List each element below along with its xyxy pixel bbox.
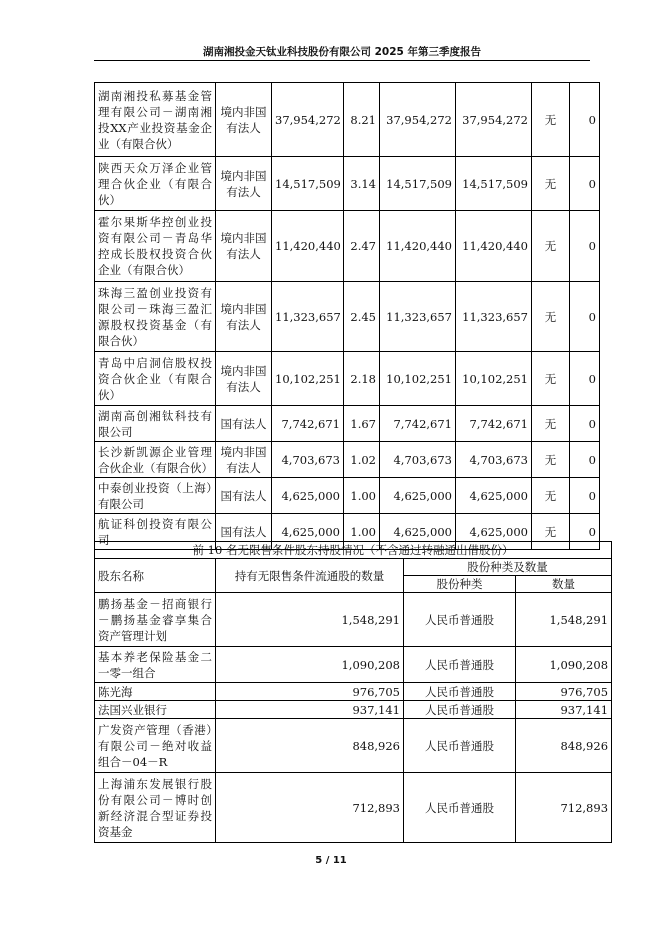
table-row	[95, 683, 612, 701]
pledge-status: 无	[532, 442, 570, 478]
share-amount: 1,090,208	[516, 647, 612, 683]
table-row	[95, 701, 612, 719]
holder-restricted-incl-lent: 11,323,657	[456, 282, 532, 352]
holder-pct: 1.67	[344, 406, 380, 442]
holder-pct: 1.02	[344, 442, 380, 478]
holder-name: 基本养老保险基金二一零一组合	[95, 647, 216, 683]
unrestricted-qty: 1,548,291	[216, 593, 404, 647]
pledge-status: 无	[532, 282, 570, 352]
holder-pct: 2.45	[344, 282, 380, 352]
share-type: 人民币普通股	[404, 593, 516, 647]
pledge-qty: 0	[570, 406, 600, 442]
holder-name: 上海浦东发展银行股份有限公司－博时创新经济混合型证券投资基金	[95, 773, 216, 843]
holder-name: 鹏扬基金－招商银行－鹏扬基金睿享集合资产管理计划	[95, 593, 216, 647]
table-row	[95, 478, 600, 514]
holder-shares: 11,323,657	[272, 282, 344, 352]
header-divider	[94, 60, 590, 61]
share-type: 人民币普通股	[404, 773, 516, 843]
pledge-status: 无	[532, 352, 570, 406]
table-row	[95, 157, 600, 211]
col-header-amount: 数量	[516, 576, 612, 593]
holder-shares: 14,517,509	[272, 157, 344, 211]
holder-name: 中泰创业投资（上海）有限公司	[95, 478, 216, 514]
pledge-qty: 0	[570, 157, 600, 211]
holder-restricted: 10,102,251	[380, 352, 456, 406]
holder-type: 境内非国有法人	[216, 211, 272, 282]
table-row	[95, 83, 600, 157]
holder-type: 境内非国有法人	[216, 442, 272, 478]
holder-restricted: 37,954,272	[380, 83, 456, 157]
pledge-status: 无	[532, 157, 570, 211]
holder-restricted: 4,625,000	[380, 514, 456, 550]
holder-restricted: 4,703,673	[380, 442, 456, 478]
pledge-status: 无	[532, 83, 570, 157]
holder-shares: 7,742,671	[272, 406, 344, 442]
report-header-title: 湖南湘投金天钛业科技股份有限公司 2025 年第三季度报告	[202, 46, 482, 58]
holder-name: 广发资产管理（香港）有限公司－绝对收益组合－04－R	[95, 719, 216, 773]
holder-restricted-incl-lent: 37,954,272	[456, 83, 532, 157]
holder-restricted-incl-lent: 7,742,671	[456, 406, 532, 442]
share-amount: 1,548,291	[516, 593, 612, 647]
holder-pct: 1.00	[344, 514, 380, 550]
holder-shares: 37,954,272	[272, 83, 344, 157]
holder-name: 长沙新凯源企业管理合伙企业（有限合伙）	[95, 442, 216, 478]
share-type: 人民币普通股	[404, 701, 516, 719]
holder-name: 陈光海	[95, 683, 216, 701]
holder-type: 国有法人	[216, 514, 272, 550]
share-amount: 848,926	[516, 719, 612, 773]
holder-restricted-incl-lent: 4,703,673	[456, 442, 532, 478]
share-amount: 976,705	[516, 683, 612, 701]
col-header-name: 股东名称	[95, 559, 216, 593]
pledge-qty: 0	[570, 211, 600, 282]
holder-type: 国有法人	[216, 406, 272, 442]
pledge-status: 无	[532, 211, 570, 282]
share-type: 人民币普通股	[404, 683, 516, 701]
holder-restricted: 11,323,657	[380, 282, 456, 352]
holder-shares: 11,420,440	[272, 211, 344, 282]
unrestricted-qty: 937,141	[216, 701, 404, 719]
table-row	[95, 442, 600, 478]
holder-name: 珠海三盈创业投资有限公司－珠海三盈汇源股权投资基金（有限合伙）	[95, 282, 216, 352]
table-row	[95, 406, 600, 442]
unrestricted-qty: 976,705	[216, 683, 404, 701]
holder-shares: 4,625,000	[272, 478, 344, 514]
pledge-qty: 0	[570, 83, 600, 157]
holder-name: 陕西天众万泽企业管理合伙企业（有限合伙）	[95, 157, 216, 211]
holder-pct: 8.21	[344, 83, 380, 157]
holder-type: 境内非国有法人	[216, 352, 272, 406]
col-header-type: 股份种类	[404, 576, 516, 593]
unrestricted-qty: 1,090,208	[216, 647, 404, 683]
holder-pct: 2.18	[344, 352, 380, 406]
pledge-status: 无	[532, 478, 570, 514]
table-row	[95, 647, 612, 683]
section-title: 前 10 名无限售条件股东持股情况（不含通过转融通出借股份）	[95, 542, 612, 559]
holder-restricted: 4,625,000	[380, 478, 456, 514]
holder-restricted-incl-lent: 4,625,000	[456, 514, 532, 550]
holder-shares: 4,625,000	[272, 514, 344, 550]
holder-name: 法国兴业银行	[95, 701, 216, 719]
share-amount: 712,893	[516, 773, 612, 843]
holder-restricted: 11,420,440	[380, 211, 456, 282]
table-row	[95, 352, 600, 406]
share-type: 人民币普通股	[404, 719, 516, 773]
pledge-qty: 0	[570, 442, 600, 478]
holder-name: 青岛中启洞信股权投资合伙企业（有限合伙）	[95, 352, 216, 406]
holder-restricted-incl-lent: 14,517,509	[456, 157, 532, 211]
unrestricted-qty: 848,926	[216, 719, 404, 773]
table-row	[95, 773, 612, 843]
holder-type: 国有法人	[216, 478, 272, 514]
table-row	[95, 593, 612, 647]
share-type: 人民币普通股	[404, 647, 516, 683]
holder-type: 境内非国有法人	[216, 83, 272, 157]
holder-type: 境内非国有法人	[216, 282, 272, 352]
pledge-qty: 0	[570, 514, 600, 550]
header-row	[95, 559, 612, 576]
unrestricted-holders-table	[94, 541, 612, 843]
top-holders-table	[94, 82, 600, 550]
pledge-status: 无	[532, 514, 570, 550]
pledge-qty: 0	[570, 282, 600, 352]
col-header-qty: 持有无限售条件流通股的数量	[216, 559, 404, 593]
holder-name: 航证科创投资有限公司	[95, 514, 216, 550]
holder-shares: 10,102,251	[272, 352, 344, 406]
col-header-type-group: 股份种类及数量	[404, 559, 612, 576]
table-row	[95, 211, 600, 282]
holder-pct: 3.14	[344, 157, 380, 211]
holder-name: 湖南高创湘钛科技有限公司	[95, 406, 216, 442]
section-title-row	[95, 542, 612, 559]
holder-name: 霍尔果斯华控创业投资有限公司－青岛华控成长股权投资合伙企业（有限合伙）	[95, 211, 216, 282]
pledge-qty: 0	[570, 478, 600, 514]
holder-restricted: 14,517,509	[380, 157, 456, 211]
holder-restricted-incl-lent: 10,102,251	[456, 352, 532, 406]
pledge-status: 无	[532, 406, 570, 442]
unrestricted-qty: 712,893	[216, 773, 404, 843]
page-number: 5 / 11	[315, 855, 347, 866]
share-amount: 937,141	[516, 701, 612, 719]
holder-restricted-incl-lent: 11,420,440	[456, 211, 532, 282]
holder-restricted: 7,742,671	[380, 406, 456, 442]
table-row	[95, 282, 600, 352]
holder-shares: 4,703,673	[272, 442, 344, 478]
holder-name: 湖南湘投私募基金管理有限公司－湖南湘投XX产业投资基金企业（有限合伙）	[95, 83, 216, 157]
holder-type: 境内非国有法人	[216, 157, 272, 211]
pledge-qty: 0	[570, 352, 600, 406]
holder-pct: 1.00	[344, 478, 380, 514]
table-row	[95, 719, 612, 773]
holder-restricted-incl-lent: 4,625,000	[456, 478, 532, 514]
holder-pct: 2.47	[344, 211, 380, 282]
